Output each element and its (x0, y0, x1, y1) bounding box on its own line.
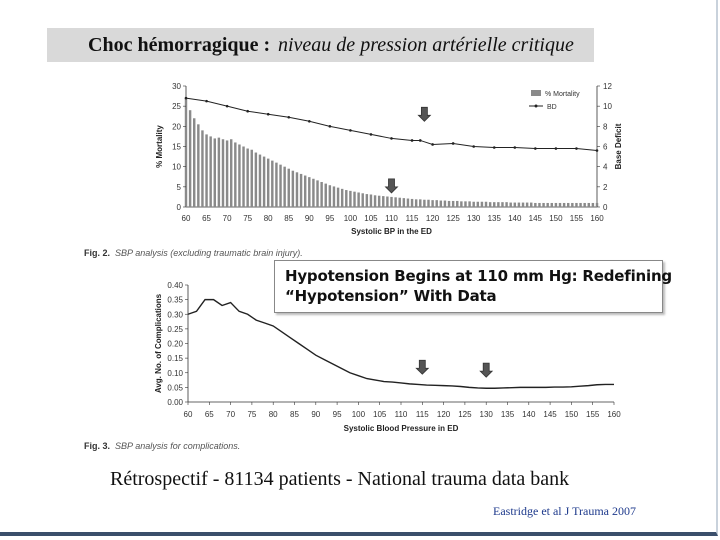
chart2-y-tick-label: 0.05 (167, 383, 183, 393)
chart2-x-tick-label: 125 (458, 410, 472, 419)
chart1-x-tick-label: 115 (405, 214, 419, 223)
chart1-y2-tick-label: 6 (603, 142, 608, 152)
chart1-y-tick-label: 0 (176, 203, 181, 212)
chart1-y-tick-label: 5 (176, 182, 181, 192)
chart1-x-tick-label: 100 (343, 214, 358, 223)
chart2-y-tick-label: 0.20 (167, 339, 183, 349)
citation: Eastridge et al J Trauma 2007 (493, 504, 636, 518)
chart1-x-tick-label: 60 (181, 214, 191, 223)
chart1-x-tick-label: 110 (385, 214, 398, 223)
chart1-y2-tick-label: 10 (603, 102, 612, 112)
chart2-x-tick-label: 95 (332, 410, 342, 419)
chart2-y-tick-label: 0.15 (167, 354, 183, 364)
chart1-x-tick-label: 120 (425, 214, 440, 223)
chart1-y-tick-label: 30 (172, 82, 181, 91)
chart1-y2-tick-label: 4 (603, 162, 608, 172)
chart1-legend-mortality: % Mortality (545, 91, 580, 98)
chart1-x-tick-label: 140 (508, 214, 522, 223)
chart1-x-tick-label: 155 (569, 214, 584, 223)
chart1-x-axis-label: Systolic BP in the ED (351, 227, 432, 236)
chart2-x-tick-label: 90 (311, 410, 321, 419)
chart2-y-axis-label: Avg. No. of Complications (154, 293, 163, 394)
chart1-x-tick-label: 65 (202, 214, 212, 223)
fig3-caption-text: SBP analysis for complications. (115, 441, 241, 451)
chart2-x-tick-label: 140 (522, 410, 536, 419)
chart1-x-tick-label: 125 (446, 214, 460, 223)
chart1-x-tick-label: 95 (325, 214, 335, 223)
footer-summary: Rétrospectif - 81134 patients - National trauma data bank (110, 468, 570, 490)
chart2-y-tick-label: 0.25 (167, 324, 183, 334)
chart2-x-tick-label: 130 (479, 410, 493, 419)
chart2-x-tick-label: 160 (607, 410, 621, 419)
chart2-x-tick-label: 145 (543, 410, 557, 419)
chart2-x-tick-label: 155 (586, 410, 600, 419)
chart1-x-tick-label: 130 (467, 214, 481, 223)
chart2-x-tick-label: 120 (436, 410, 451, 419)
chart1-y2-tick-label: 12 (603, 82, 612, 91)
chart1-y-tick-label: 25 (172, 102, 181, 112)
chart2-y-tick-label: 0.35 (167, 295, 183, 305)
fig2-caption-text: SBP analysis (excluding traumatic brain injury). (115, 248, 303, 258)
fig3-caption (84, 441, 240, 451)
chart2-x-tick-label: 135 (500, 410, 515, 419)
chart2-x-tick-label: 65 (204, 410, 214, 419)
chart1-y-tick-label: 10 (172, 162, 181, 172)
chart2-x-tick-label: 110 (394, 410, 408, 419)
chart1-y2-tick-label: 2 (603, 182, 608, 192)
chart2-x-tick-label: 85 (290, 410, 299, 419)
headline-line-2: “Hypotension” With Data (285, 287, 497, 305)
chart1-y-tick-label: 20 (172, 122, 181, 132)
chart1-x-tick-label: 70 (222, 214, 232, 223)
slide-subtitle: niveau de pression artérielle critique (278, 34, 574, 56)
fig2-caption-label: Fig. 2. (84, 248, 111, 258)
chart1-y2-tick-label: 8 (603, 122, 608, 132)
chart1-legend-bd: BD (547, 104, 557, 111)
chart2-x-tick-label: 75 (247, 410, 257, 419)
chart2-x-tick-label: 60 (183, 410, 193, 419)
chart1-y2-tick-label: 0 (603, 203, 608, 212)
chart1-y-axis-label: % Mortality (155, 125, 164, 168)
fig3-caption-label: Fig. 3. (84, 441, 111, 451)
chart2-x-axis-label: Systolic Blood Pressure in ED (343, 424, 459, 433)
chart2-x-tick-label: 105 (373, 410, 387, 419)
fig2-caption (84, 248, 303, 258)
chart2-y-tick-label: 0.30 (167, 310, 183, 320)
chart1-x-tick-label: 135 (487, 214, 501, 223)
chart1-x-tick-label: 105 (364, 214, 378, 223)
chart1-x-tick-label: 145 (528, 214, 543, 223)
chart2-y-tick-label: 0.40 (167, 281, 183, 290)
chart2-x-tick-label: 150 (564, 410, 579, 419)
chart2-x-tick-label: 115 (415, 410, 429, 419)
chart2-y-tick-label: 0.10 (167, 368, 183, 378)
chart1-y2-axis-label: Base Deficit (614, 123, 623, 170)
chart1-y-tick-label: 15 (172, 142, 181, 152)
chart2-x-tick-label: 80 (268, 410, 278, 419)
chart1-x-tick-label: 90 (304, 214, 314, 223)
chart1-x-tick-label: 75 (243, 214, 253, 223)
chart2-y-tick-label: 0.00 (167, 398, 183, 407)
chart1-x-tick-label: 80 (263, 214, 273, 223)
chart2-x-tick-label: 100 (351, 410, 366, 419)
slide-title: Choc hémorragique : (88, 34, 271, 56)
chart1-x-tick-label: 150 (549, 214, 563, 223)
chart1-x-tick-label: 85 (284, 214, 294, 223)
headline-line-1: Hypotension Begins at 110 mm Hg: Redefining (285, 267, 672, 285)
chart2-x-tick-label: 70 (226, 410, 236, 419)
chart1-x-tick-label: 160 (590, 214, 604, 223)
